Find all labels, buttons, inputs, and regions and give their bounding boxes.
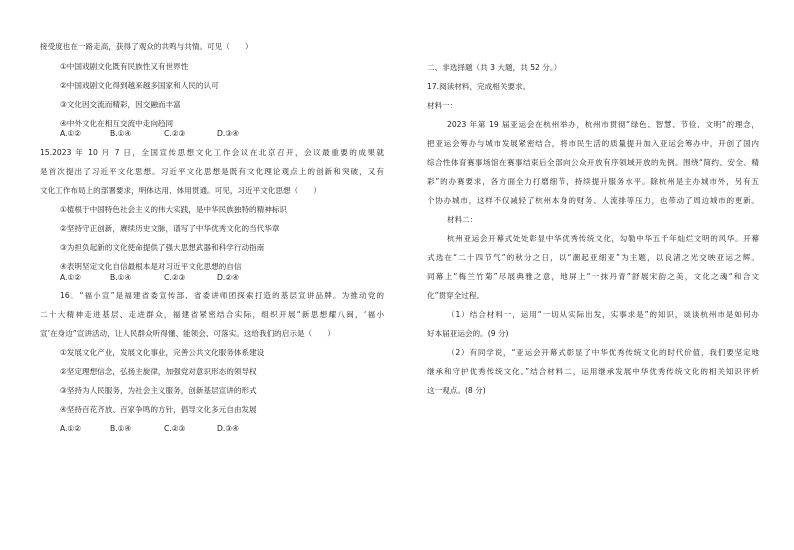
requirement-2-line-1: （2）有同学说，“亚运会开幕式彰显了中华优秀传统文化的时代价值，我们要坚定地 [447,348,759,357]
q14-answer-b: B.①④ [110,129,132,138]
material-1-line-4: 彩”的办赛要求，各方面全力打磨细节，持续提升服务水平。除杭州是主办城市外，另有五 [427,177,759,186]
q16-answer-c: C.②③ [164,424,186,433]
q17-intro: 17.阅读材料，完成相关要求。 [427,82,531,91]
material-1-line-3: 综合性体育赛事场馆在赛事结束后全部向公众开放有序领域开放的先例。围绕“简约、安全、精 [427,158,759,167]
requirement-1-line-1: （1）结合材料一，运用“一切从实际出发，实事求是”的知识，谈谈杭州市是如何办 [447,310,759,319]
material-1-label: 材料一： [427,101,458,110]
material-2-line-2: 式选在“二十四节气”的秋分之日，以“潮起亚细亚”为主题，以良渚之光交映亚运之辉。 [427,253,759,262]
q15-option-1: ①植根于中国特色社会主义的伟大实践，是中华民族独特的精神标识 [60,205,288,214]
q16-option-2: ②坚定理想信念，弘扬主旋律，加强党对意识形态的领导权 [60,367,257,376]
q15-stem-line-2: 是首次提出了习近平文化思想。习近平文化思想是既有文化理论观点上的创新和突破，又有 [40,167,384,176]
requirement-1-line-2: 好本届亚运会的。(9 分) [427,329,509,338]
q15-stem-line-1: 15.2023 年 10 月 7 日，全国宣传思想文化工作会议在北京召开，会议最重要的成果就 [40,148,384,157]
q14-option-3: ③文化因交流而精彩，因交融而丰富 [60,100,181,109]
requirement-2-line-3: 这一观点。(8 分) [427,386,486,395]
q14-answer-c: C.②③ [164,129,186,138]
material-2-line-3: 同幕上“梅兰竹菊”尽展典雅之意，地屏上“一抹丹青”舒展宋韵之美，文化之魂“和合文 [427,272,759,281]
section-title: 二、非选择题（共 3 大题，共 52 分。） [427,63,562,72]
material-2-line-1: 杭州亚运会开幕式处处彰显中华优秀传统文化，勾勒中华五千年灿烂文明的风华。开幕 [447,234,759,243]
q15-option-2: ②坚持守正创新，赓续历史文脉，谱写了中华优秀文化的当代华章 [60,224,280,233]
material-2-line-4: 化”贯穿全过程。 [427,291,485,300]
q16-stem-line-1: 16．“福小宣”是福建省委宣传部、省委讲师团探索打造的基层宣讲品牌。为推动党的 [60,291,384,300]
q15-answer-a: A.①② [60,273,82,282]
q16-option-1: ①发展文化产业，发展文化事业，完善公共文化服务体系建设 [60,348,265,357]
q15-stem-line-3: 文化工作布局上的部署要求，明体达用、体用贯通。可见，习近平文化思想（ ） [40,186,321,195]
q14-option-2: ②中国戏剧文化得到越来越多国家和人民的认可 [60,81,219,90]
q15-option-4: ④表明坚定文化自信最根本是对习近平文化思想的自信 [60,262,242,271]
q15-answer-d: D.②④ [217,273,239,282]
material-2-label: 材料二： [447,215,478,224]
q14-answer-a: A.①② [60,129,82,138]
q14-answer-d: D.③④ [217,129,239,138]
material-1-line-5: 个协办城市，这样不仅减轻了杭州本身的财务、人流排等压力，也带动了周边城市的更新。 [427,196,759,205]
q16-answer-b: B.①④ [110,424,132,433]
q16-stem-line-2: 二十大精神走进基层、走进群众，福建省紧密结合实际，组织开展“新思想耀八闽，‘福小 [40,310,384,319]
q15-answer-c: C.②③ [164,273,186,282]
continued-question-line: 接受度也在一路走高，获得了观众的共鸣与共情。可见（ ） [40,42,253,51]
q16-option-4: ④坚持百花齐放、百家争鸣的方针，倡导文化多元自由发展 [60,405,257,414]
q16-answer-d: D.③④ [217,424,239,433]
q15-answer-b: B.①④ [110,273,132,282]
q14-option-4: ④中外文化在相互交流中走向趋同 [60,119,174,128]
q15-option-3: ③为担负起新的文化使命提供了强大思想武器和科学行动指南 [60,243,265,252]
q16-stem-line-3: 宣’在身边”宣讲活动，让人民群众听得懂、能领会、可落实。这给我们的启示是（ ） [40,329,335,338]
requirement-2-line-2: 继承和守护优秀传统文化。”结合材料二，运用继承发展中华优秀传统文化的相关知识评析 [427,367,759,376]
q16-answer-a: A.①② [60,424,82,433]
q16-option-3: ③坚持为人民服务，为社会主义服务，创新基层宣讲的形式 [60,386,257,395]
material-1-line-2: 把亚运会筹办与城市发展紧密结合，将市民生活的质量提升加入亚运会筹办中，开创了国内 [427,139,759,148]
q14-option-1: ①中国戏剧文化既有民族性又有世界性 [60,62,189,71]
material-1-line-1: 2023 年第 19 届亚运会在杭州举办，杭州市贯彻“绿色、智慧、节俭、文明”的理念， [447,120,759,129]
